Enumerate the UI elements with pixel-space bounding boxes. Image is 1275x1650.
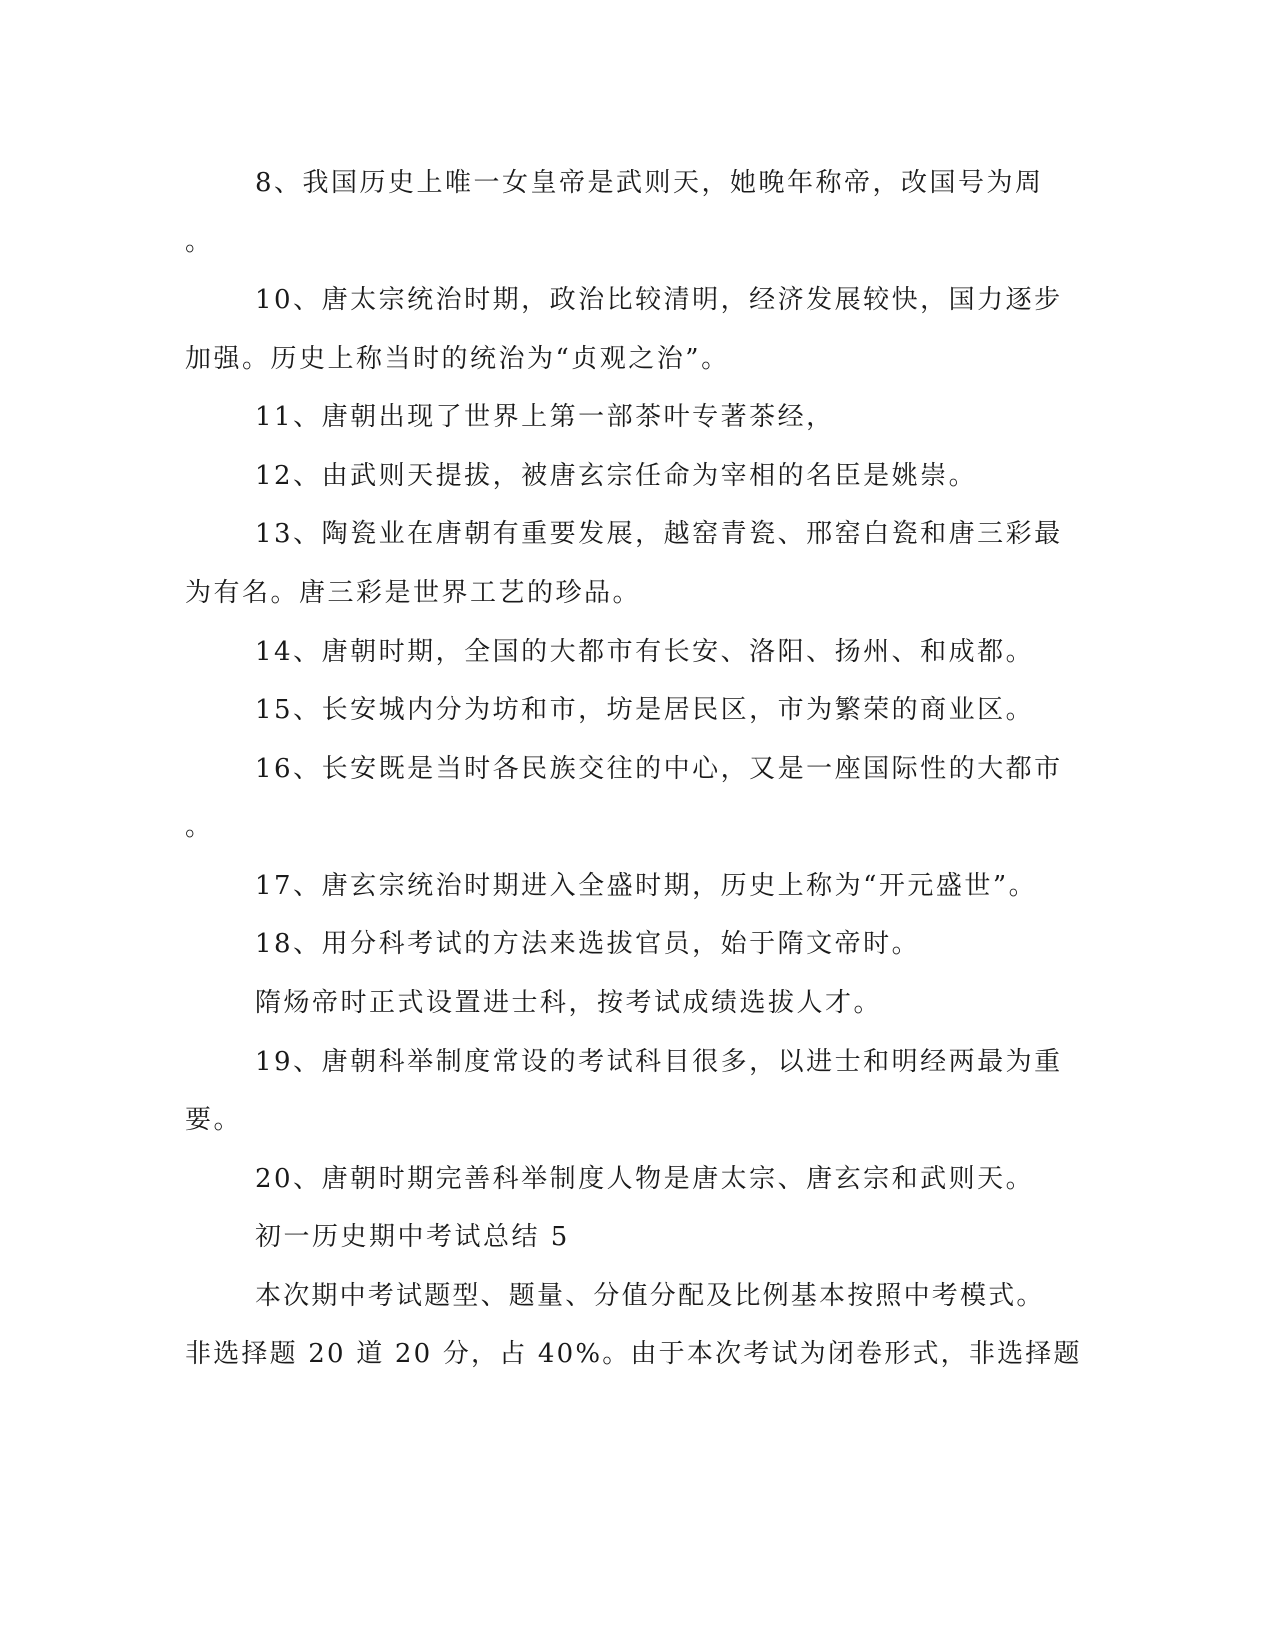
text-line: 为有名。唐三彩是世界工艺的珍品。 bbox=[185, 578, 642, 608]
text-line: 15、长安城内分为坊和市，坊是居民区，市为繁荣的商业区。 bbox=[255, 695, 1035, 725]
text-line: 8、我国历史上唯一女皇帝是武则天，她晚年称帝，改国号为周 bbox=[255, 168, 1044, 198]
text-line: 13、陶瓷业在唐朝有重要发展，越窑青瓷、邢窑白瓷和唐三彩最 bbox=[255, 519, 1063, 549]
text-line: 要。 bbox=[185, 1105, 243, 1135]
text-line: 非选择题 20 道 20 分，占 40%。由于本次考试为闭卷形式，非选择题 bbox=[185, 1339, 1082, 1369]
text-line: 17、唐玄宗统治时期进入全盛时期，历史上称为“开元盛世”。 bbox=[255, 871, 1038, 901]
text-line: 10、唐太宗统治时期，政治比较清明，经济发展较快，国力逐步 bbox=[255, 285, 1063, 315]
text-line: 。 bbox=[185, 227, 214, 257]
text-line: 本次期中考试题型、题量、分值分配及比例基本按照中考模式。 bbox=[255, 1281, 1045, 1311]
text-line: 加强。历史上称当时的统治为“贞观之治”。 bbox=[185, 344, 730, 374]
text-line: 11、唐朝出现了世界上第一部茶叶专著茶经， bbox=[255, 402, 835, 432]
section-heading: 初一历史期中考试总结 5 bbox=[255, 1222, 570, 1252]
text-line: 14、唐朝时期，全国的大都市有长安、洛阳、扬州、和成都。 bbox=[255, 637, 1035, 667]
text-line: 12、由武则天提拔，被唐玄宗任命为宰相的名臣是姚崇。 bbox=[255, 461, 978, 491]
text-line: 。 bbox=[185, 812, 214, 842]
text-line: 19、唐朝科举制度常设的考试科目很多，以进士和明经两最为重 bbox=[255, 1047, 1063, 1077]
text-line: 18、用分科考试的方法来选拔官员，始于隋文帝时。 bbox=[255, 929, 921, 959]
text-line: 隋炀帝时正式设置进士科，按考试成绩选拔人才。 bbox=[255, 988, 883, 1018]
text-line: 20、唐朝时期完善科举制度人物是唐太宗、唐玄宗和武则天。 bbox=[255, 1164, 1035, 1194]
text-line: 16、长安既是当时各民族交往的中心，又是一座国际性的大都市 bbox=[255, 754, 1063, 784]
